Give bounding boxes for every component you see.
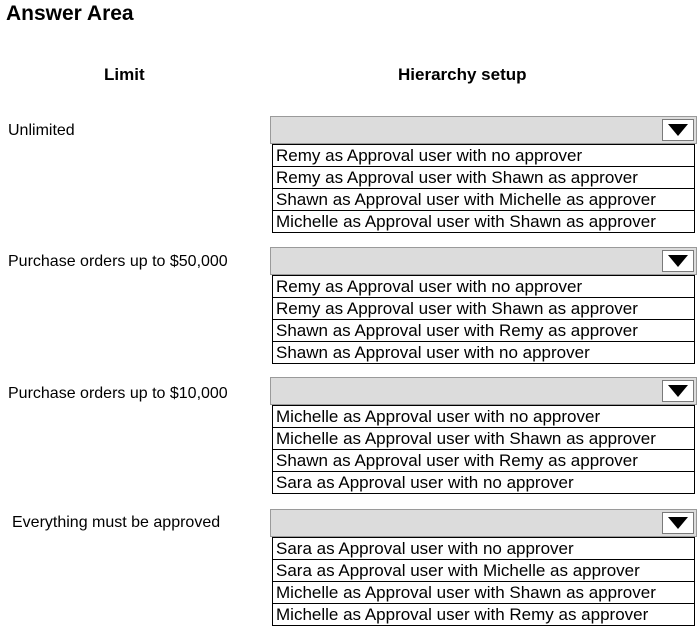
dropdown-arrow-button[interactable] (662, 119, 694, 141)
hierarchy-dropdown-unlimited[interactable] (270, 116, 697, 233)
dropdown-option[interactable]: Sara as Approval user with no approver (273, 471, 694, 493)
dropdown-option[interactable]: Michelle as Approval user with Remy as approver (273, 603, 694, 625)
dropdown-options (272, 537, 695, 626)
hierarchy-column-header: Hierarchy setup (398, 65, 527, 84)
dropdown-arrow-button[interactable] (662, 380, 694, 402)
row-label-unlimited: Unlimited (8, 122, 75, 139)
limit-column-header: Limit (104, 65, 145, 84)
dropdown-option[interactable]: Shawn as Approval user with Michelle as approver (273, 188, 694, 210)
hierarchy-dropdown-po-10000[interactable] (270, 377, 697, 494)
hierarchy-dropdown-everything-approved[interactable] (270, 509, 697, 626)
dropdown-option[interactable]: Shawn as Approval user with no approver (273, 341, 694, 363)
dropdown-option[interactable]: Remy as Approval user with no approver (273, 144, 694, 166)
dropdown-option[interactable]: Michelle as Approval user with Shawn as approver (273, 581, 694, 603)
dropdown-option[interactable]: Sara as Approval user with no approver (273, 537, 694, 559)
dropdown-options (272, 275, 695, 364)
dropdown-option[interactable]: Remy as Approval user with no approver (273, 275, 694, 297)
hierarchy-dropdown-po-50000[interactable] (270, 247, 697, 364)
chevron-down-icon (668, 385, 688, 397)
chevron-down-icon (668, 517, 688, 529)
row-label-po-10000: Purchase orders up to $10,000 (8, 385, 228, 402)
dropdown-select-box[interactable] (270, 116, 697, 144)
row-label-everything-approved: Everything must be approved (12, 514, 221, 531)
dropdown-options (272, 405, 695, 494)
row-label-po-50000: Purchase orders up to $50,000 (8, 253, 228, 270)
dropdown-options (272, 144, 695, 233)
dropdown-option[interactable]: Remy as Approval user with Shawn as approver (273, 166, 694, 188)
page-title: Answer Area (6, 2, 134, 25)
dropdown-select-box[interactable] (270, 377, 697, 405)
dropdown-arrow-button[interactable] (662, 512, 694, 534)
dropdown-option[interactable]: Remy as Approval user with Shawn as approver (273, 297, 694, 319)
dropdown-arrow-button[interactable] (662, 250, 694, 272)
dropdown-option[interactable]: Shawn as Approval user with Remy as approver (273, 449, 694, 471)
dropdown-option[interactable]: Shawn as Approval user with Remy as approver (273, 319, 694, 341)
dropdown-select-box[interactable] (270, 247, 697, 275)
chevron-down-icon (668, 124, 688, 136)
dropdown-option[interactable]: Michelle as Approval user with no approver (273, 405, 694, 427)
dropdown-option[interactable]: Sara as Approval user with Michelle as approver (273, 559, 694, 581)
chevron-down-icon (668, 255, 688, 267)
dropdown-option[interactable]: Michelle as Approval user with Shawn as approver (273, 210, 694, 232)
dropdown-select-box[interactable] (270, 509, 697, 537)
dropdown-option[interactable]: Michelle as Approval user with Shawn as approver (273, 427, 694, 449)
